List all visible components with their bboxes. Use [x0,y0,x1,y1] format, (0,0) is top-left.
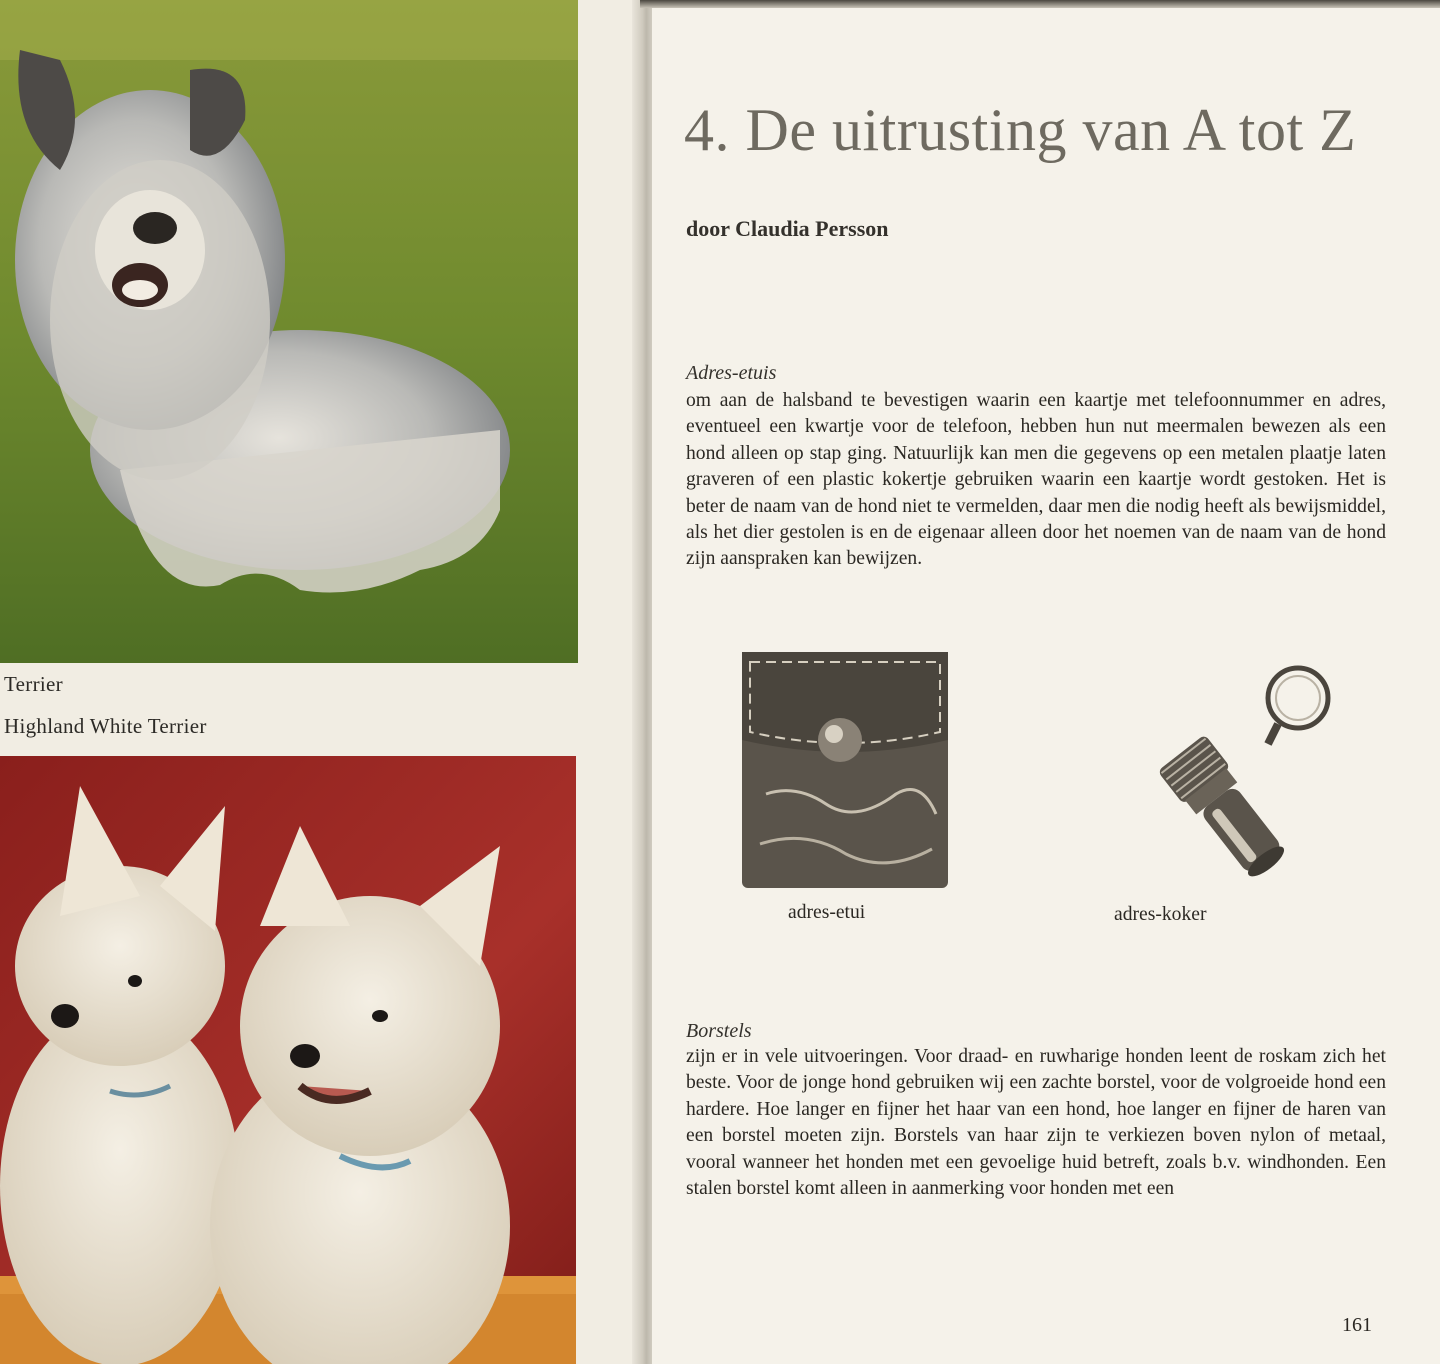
address-pouch-icon [736,644,956,894]
illustration-label-koker: adres-koker [1114,904,1207,925]
address-tube-icon [1098,660,1338,900]
photo-caption-highland: Highland White Terrier [4,714,207,738]
section-heading-adres-etuis: Adres-etuis [686,362,777,384]
skye-terrier-photo [0,0,578,663]
left-page [0,0,640,1364]
section-heading-borstels: Borstels [686,1020,752,1042]
section-text-adres-etuis: om aan de halsband te bevestigen waarin een kaartje met telefoonnummer en adres, eventueel een kwartje voor de telefoon, hebben hun nut meermalen bewezen als een hond alleen op stap ging. Natuurlijk kan men die gegevens op een metalen plaatje laten graveren of een plastic kokertje gebruiken waarin een kaartje wordt gestoken. Het is beter de naam van de hond niet te vermelden, daar men die nodig heeft als bewijsmiddel, als het dier gestolen is en de eigenaar alleen door het noemen van de naam van de hond zijn aanspraken kan bewijzen. [686,390,1386,570]
author-byline: door Claudia Persson [686,216,889,241]
section-text-borstels: zijn er in vele uitvoeringen. Voor draad- en ruwharige honden leent de roskam zich het beste. Voor de jonge hond gebruiken wij een zachte borstel, voor de volgroeide hond een hardere. Hoe langer en fijner het haar van een hond, hoe langer en fijner de haren van een borstel moeten zijn. Borstels van haar zijn te verkiezen boven nylon of metaal, vooral wanneer het honden met een gevoelige huid betreft, zoals b.v. windhonden. Een stalen borstel komt alleen in aanmerking voor honden met een [686,1046,1386,1200]
right-page [652,8,1440,1364]
page-number: 161 [1342,1314,1372,1336]
photo-caption-terrier: Terrier [4,672,63,696]
chapter-title: 4. De uitrusting van A tot Z [684,97,1357,163]
illustration-label-etui: adres-etui [788,902,866,923]
west-highland-white-terriers-photo [0,756,576,1364]
page-top-edge [640,0,1440,8]
